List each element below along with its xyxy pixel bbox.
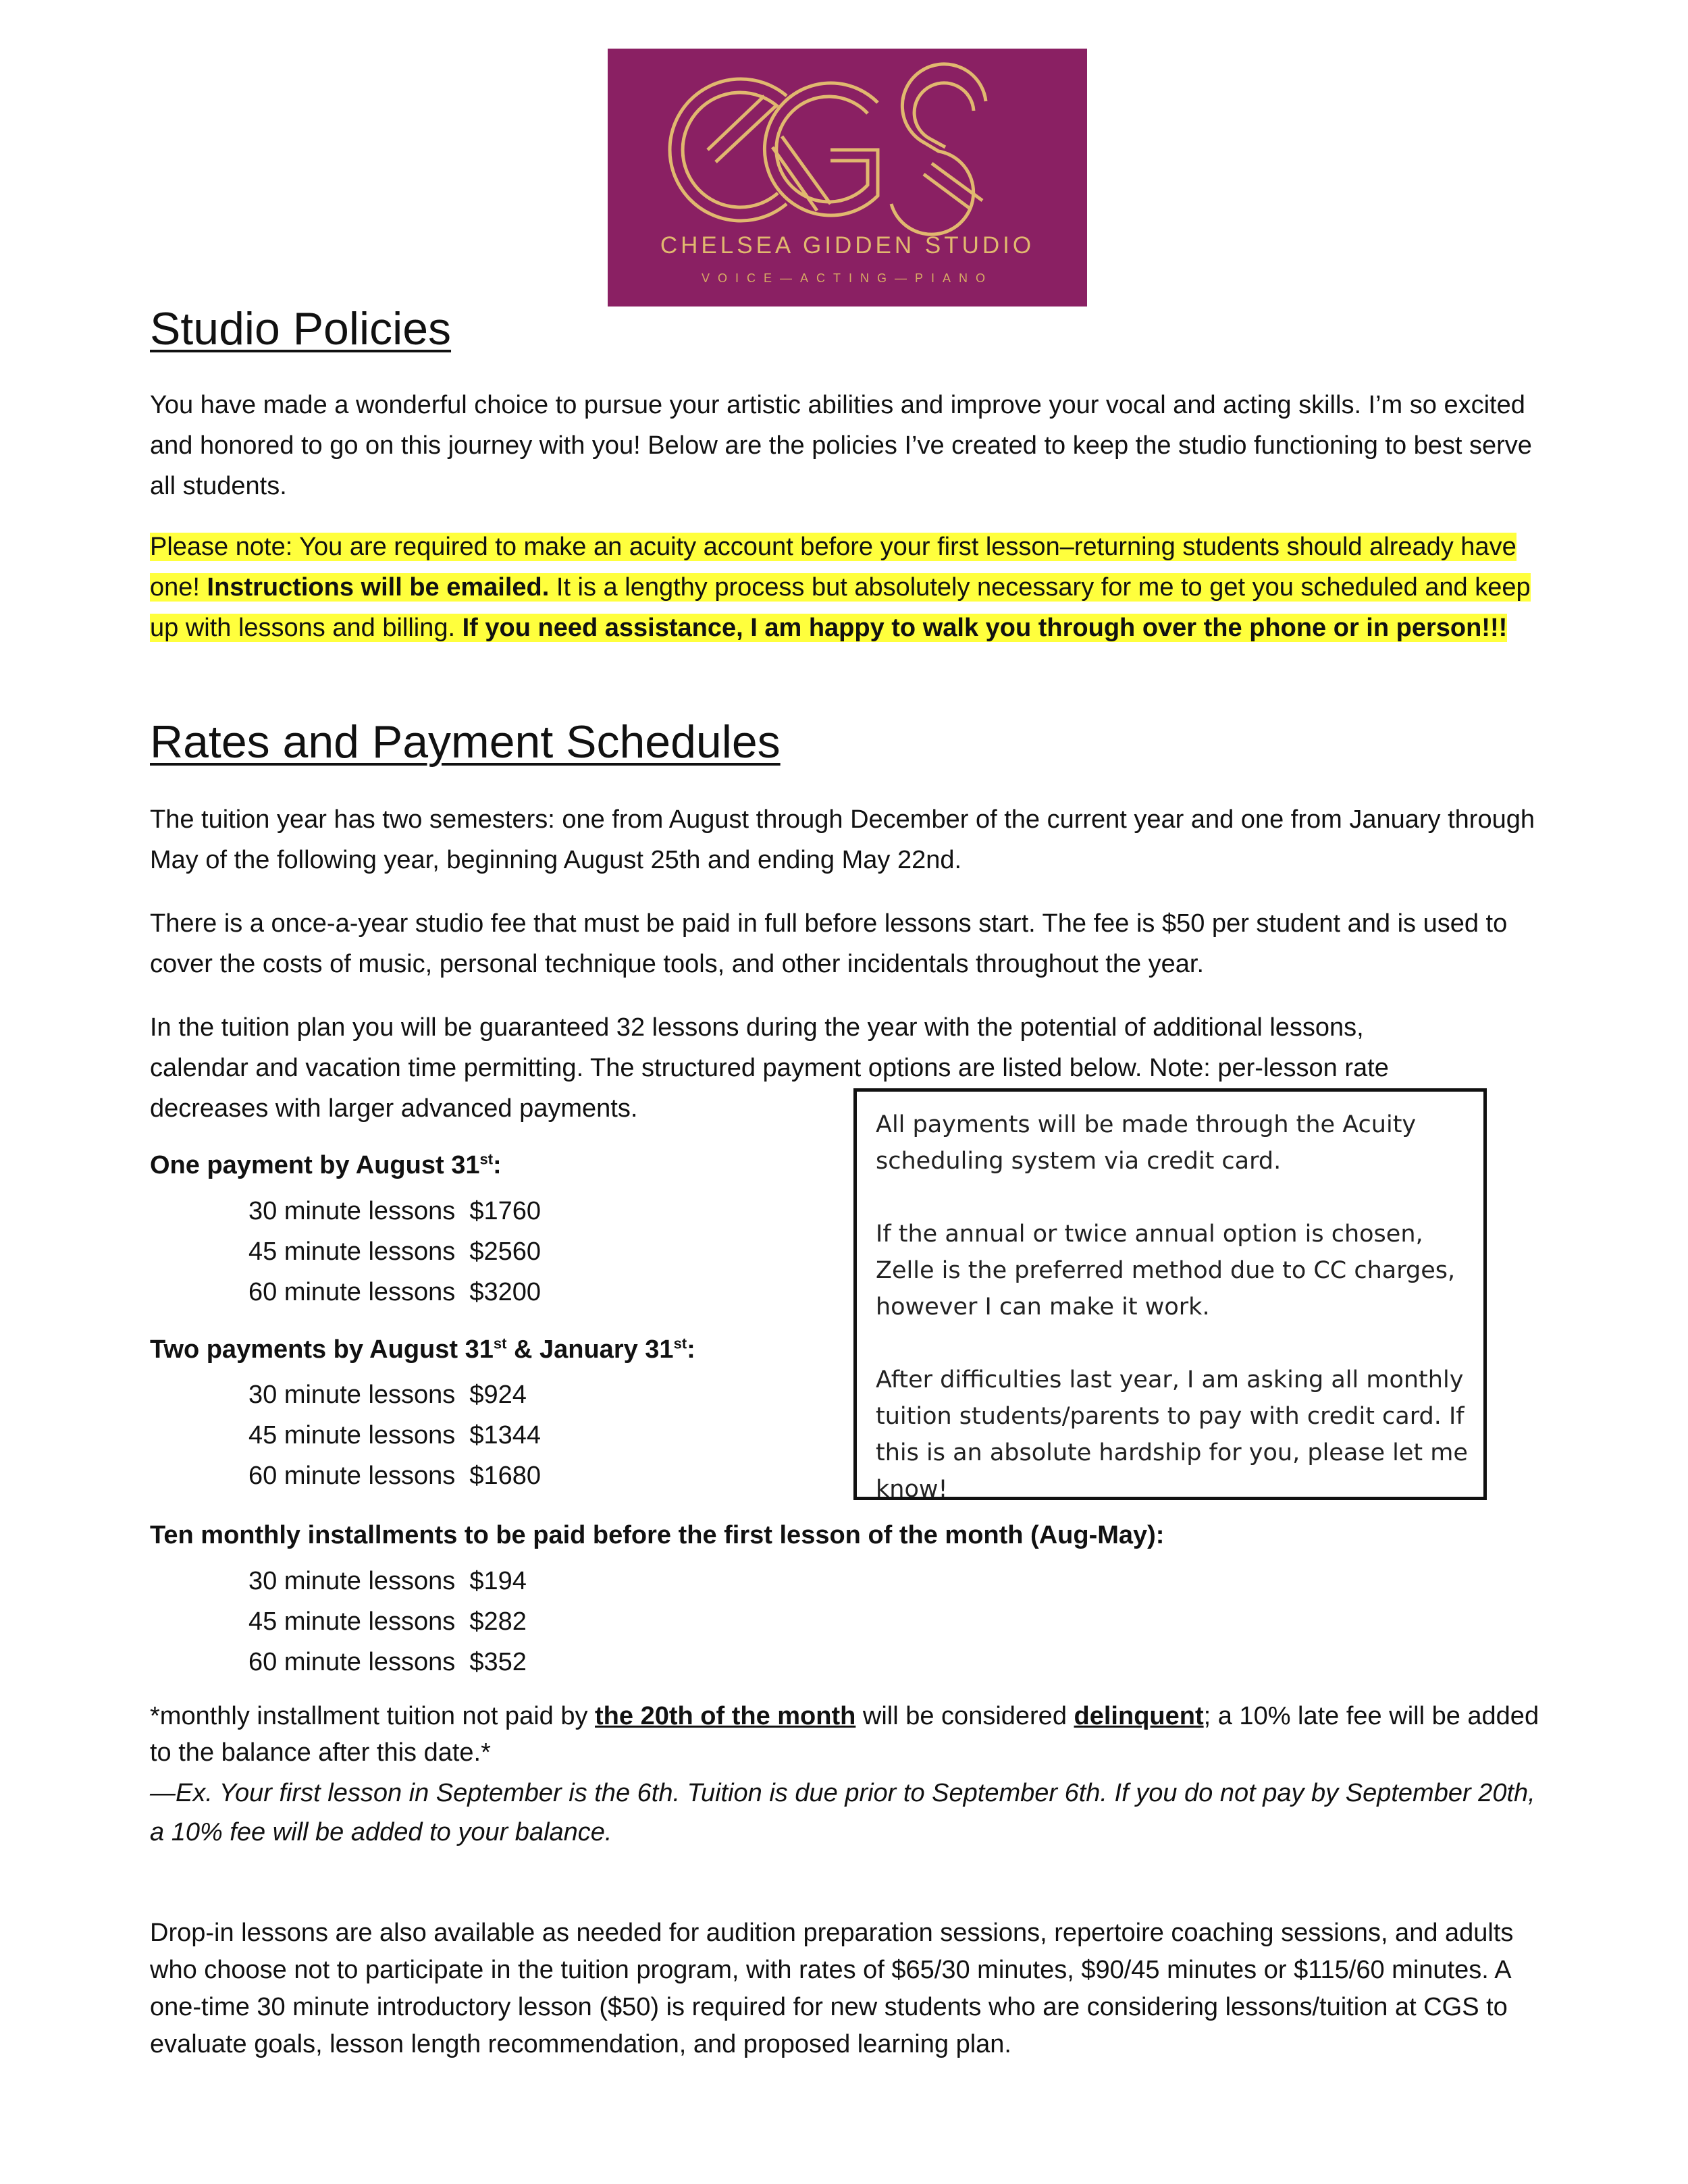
- studio-tagline: VOICE—ACTING—PIANO: [701, 271, 994, 285]
- note-bold-1: Instructions will be emailed.: [207, 573, 550, 602]
- note-text-2: It is a lengthy process but absolutely necessary for me to get you scheduled and keep up with lessons and billing.: [150, 573, 1531, 642]
- rate-item: 60 minute lessons $1680: [248, 1462, 542, 1490]
- rate-item: 45 minute lessons $1344: [248, 1421, 542, 1449]
- studio-policies-heading: Studio Policies: [150, 303, 452, 354]
- acuity-note: [150, 527, 1548, 648]
- studio-logo: [608, 49, 1087, 307]
- tuition-line-1: In the tuition plan you will be guaranteed 32 lessons during the year with the potential of additional lessons,: [150, 1013, 1364, 1042]
- rate-item: 60 minute lessons $3200: [248, 1278, 542, 1306]
- rate-item: 45 minute lessons $2560: [248, 1237, 542, 1266]
- monthly-installments-heading: Ten monthly installments to be paid before the first lesson of the month (Aug-May):: [150, 1521, 1165, 1549]
- studio-name: CHELSEA GIDDEN STUDIO: [660, 232, 1035, 259]
- rates-heading: Rates and Payment Schedules: [150, 716, 781, 768]
- box-paragraph-2: If the annual or twice annual option is chosen, Zelle is the preferred method due to CC charges, however I can make it work.: [876, 1221, 1456, 1321]
- late-fee-example: —Ex. Your first lesson in September is the 6th. Tuition is due prior to September 6th. If you do not pay by September 20th, a 10% fee will be added to your balance.: [150, 1779, 1535, 1846]
- note-text-1: Please note: You are required to make an acuity account before your first lesson–returning students should already have one!: [150, 533, 1516, 602]
- studio-fee-paragraph: There is a once-a-year studio fee that must be paid in full before lessons start. The fee is $50 per student and is used to cover the costs of music, personal technique tools, and other incidentals throughout the year.: [150, 909, 1508, 978]
- tuition-line-3: decreases with larger advanced payments.: [150, 1094, 638, 1123]
- box-paragraph-1: All payments will be made through the Acuity scheduling system via credit card.: [876, 1111, 1417, 1175]
- due-date-emphasis: the 20th of the month: [595, 1702, 856, 1730]
- cgs-monogram-icon: [608, 49, 1087, 307]
- note-bold-2: If you need assistance, I am happy to walk you through over the phone or in person!!!: [462, 614, 1508, 642]
- box-paragraph-3: After difficulties last year, I am asking all monthly tuition students/parents to pay with credit card. If this is an absolute hardship for you, please let me know!: [876, 1366, 1468, 1503]
- rate-item: 30 minute lessons $1760: [248, 1197, 542, 1225]
- semesters-paragraph: The tuition year has two semesters: one from August through December of the current year and one from January through May of the following year, beginning August 25th and ending May 22nd.: [150, 805, 1535, 874]
- payment-info-box: [853, 1088, 1487, 1503]
- rate-item: 60 minute lessons $352: [248, 1648, 527, 1676]
- delinquent-emphasis: delinquent: [1074, 1702, 1204, 1730]
- rate-item: 45 minute lessons $282: [248, 1607, 527, 1636]
- one-payment-heading: One payment by August 31st:: [150, 1150, 502, 1179]
- tuition-line-2: calendar and vacation time permitting. The structured payment options are listed below. Note: per-lesson rate: [150, 1054, 1389, 1082]
- two-payments-heading: Two payments by August 31st & January 31st:: [150, 1335, 695, 1364]
- late-fee-notice: *monthly installment tuition not paid by the 20th of the month will be considered delinquent; a 10% late fee will be added to the balance after this date.*: [150, 1702, 1539, 1767]
- rate-item: 30 minute lessons $924: [248, 1381, 527, 1409]
- intro-paragraph: You have made a wonderful choice to pursue your artistic abilities and improve your vocal and acting skills. I’m so excited and honored to go on this journey with you! Below are the policies I’ve created to keep the studio functioning to best serve all students.: [150, 391, 1532, 500]
- rate-item: 30 minute lessons $194: [248, 1567, 527, 1595]
- drop-in-paragraph: Drop-in lessons are also available as needed for audition preparation sessions, repertoire coaching sessions, and adults who choose not to participate in the tuition program, with rates of $65/30 minutes, $90/45 minutes or $115/60 minutes. A one-time 30 minute introductory lesson ($50) is required for new students who are considering lessons/tuition at CGS to evaluate goals, lesson length recommendation, and proposed learning plan.: [150, 1919, 1514, 2058]
